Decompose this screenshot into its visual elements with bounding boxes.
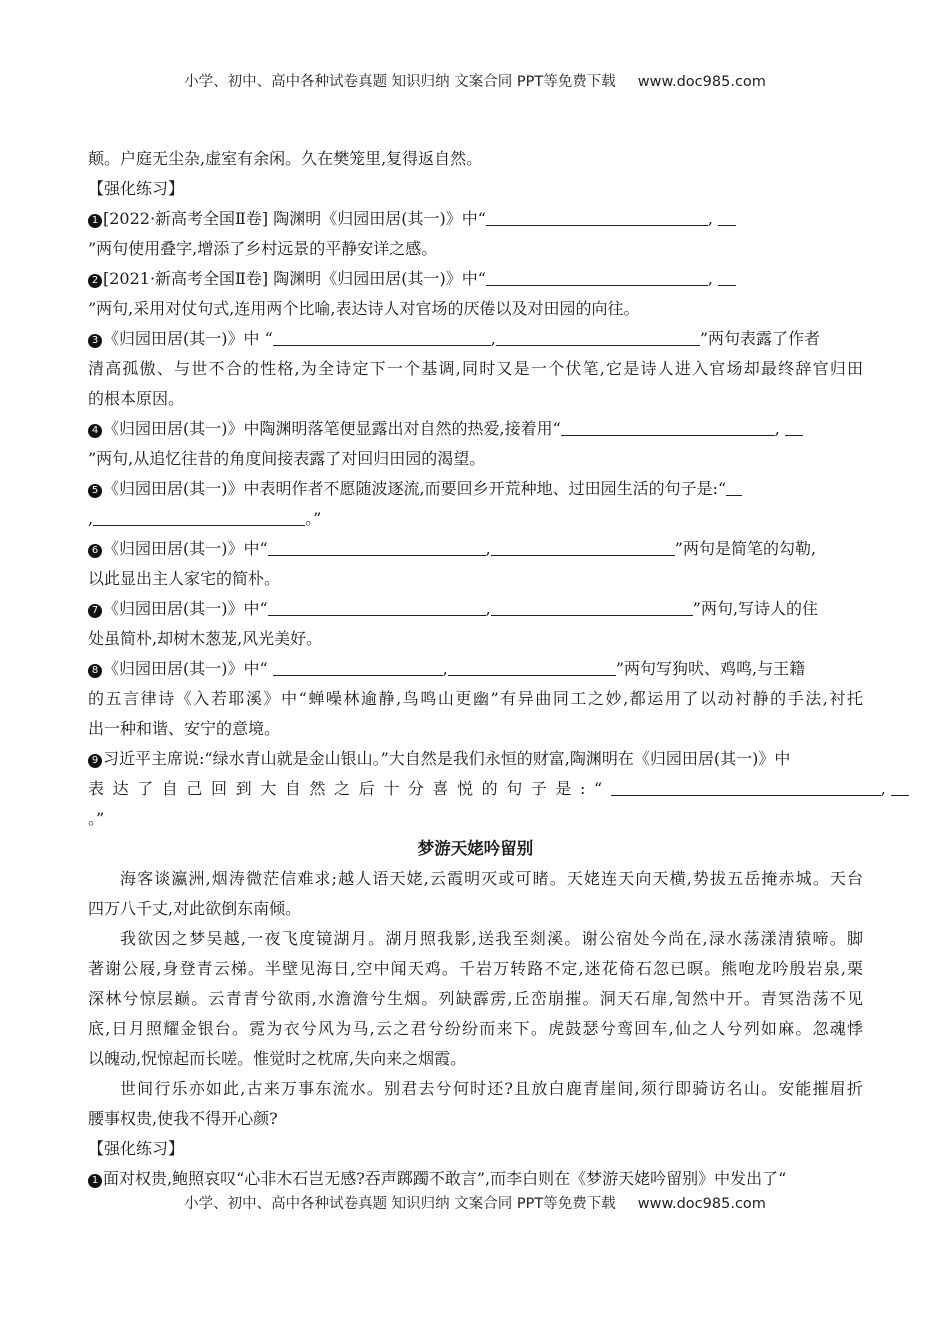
answer-blank[interactable] bbox=[491, 598, 693, 616]
answer-blank[interactable] bbox=[726, 478, 742, 496]
poem-line: 世间行乐亦如此,古来万事东流水。别君去兮何时还?且放白鹿青崖间,须行即骑访名山。安能摧眉折 bbox=[120, 1079, 863, 1098]
question-number-icon: 4 bbox=[88, 424, 102, 438]
answer-blank[interactable] bbox=[273, 328, 491, 346]
poem-line: 深林兮惊层巅。云青青兮欲雨,水澹澹兮生烟。列缺霹雳,丘峦崩摧。洞天石扉,訇然中开。青冥浩荡不见 bbox=[88, 989, 863, 1008]
question-7: 7 《归园田居(其一)》中“ , ”两句,写诗人的住 bbox=[88, 594, 863, 624]
answer-blank[interactable] bbox=[785, 418, 803, 436]
question-1: 1 [2022·新高考全国Ⅱ卷] 陶渊明《归园田居(其一)》中“ , bbox=[88, 204, 863, 234]
answer-blank[interactable] bbox=[93, 508, 305, 526]
question-number-icon: 5 bbox=[88, 484, 102, 498]
practice-heading-2: 【强化练习】 bbox=[88, 1139, 185, 1158]
question-6: 6 《归园田居(其一)》中“ , ”两句是简笔的勾勒, bbox=[88, 534, 863, 564]
page-header bbox=[0, 70, 950, 91]
question-6-cont: 以此显出主人家宅的简朴。 bbox=[88, 569, 281, 588]
poem-title: 梦游天姥吟留别 bbox=[417, 839, 534, 858]
poem-line: 四万八千丈,对此欲倒东南倾。 bbox=[88, 899, 302, 918]
question-3-cont: 的根本原因。 bbox=[88, 389, 185, 408]
question-8: 8 《归园田居(其一)》中“ , ”两句写狗吠、鸡鸣,与王籍 bbox=[88, 654, 863, 684]
question-number-icon: 2 bbox=[88, 274, 102, 288]
question-number-icon: 1 bbox=[88, 1174, 102, 1188]
intro-line: 颠。户庭无尘杂,虚室有余闲。久在樊笼里,复得返自然。 bbox=[88, 149, 483, 168]
poem-line: 海客谈瀛洲,烟涛微茫信难求;越人语天姥,云霞明灭或可睹。天姥连天向天横,势拔五岳掩赤城。天台 bbox=[120, 869, 863, 888]
poem-line: 腰事权贵,使我不得开心颜? bbox=[88, 1109, 278, 1128]
answer-blank[interactable] bbox=[486, 208, 708, 226]
question-4: 4 《归园田居(其一)》中陶渊明落笔便显露出对自然的热爱,接着用“ , bbox=[88, 414, 863, 444]
answer-blank[interactable] bbox=[611, 778, 881, 796]
question-9-cont: 。” bbox=[88, 809, 105, 828]
answer-blank[interactable] bbox=[718, 268, 736, 286]
question-3: 3 《归园田居(其一)》中 “ , ”两句表露了作者 bbox=[88, 324, 863, 354]
question-1-cont: ”两句使用叠字,增添了乡村远景的平静安详之感。 bbox=[88, 239, 438, 258]
question-7-cont: 处虽简朴,却树木葱茏,风光美好。 bbox=[88, 629, 323, 648]
question-10: 1 面对权贵,鲍照哀叹“心非木石岂无感?吞声踯躅不敢言”,而李白则在《梦游天姥吟留别》中发出了“ bbox=[88, 1164, 863, 1194]
document-body bbox=[88, 144, 886, 1194]
answer-blank[interactable] bbox=[486, 268, 708, 286]
question-5-cont: , 。” bbox=[88, 509, 322, 528]
question-4-cont: ”两句,从追忆往昔的角度间接表露了对回归田园的渴望。 bbox=[88, 449, 486, 468]
question-number-icon: 8 bbox=[88, 664, 102, 678]
question-3-cont: 清高孤傲、与世不合的性格,为全诗定下一个基调,同时又是一个伏笔,它是诗人进入官场却最终辞官归田 bbox=[88, 359, 863, 378]
question-5: 5 《归园田居(其一)》中表明作者不愿随波逐流,而要回乡开荒种地、过田园生活的句子是:“ bbox=[88, 474, 863, 504]
poem-line: 我欲因之梦吴越,一夜飞度镜湖月。湖月照我影,送我至剡溪。谢公宿处今尚在,渌水荡漾清猿啼。脚 bbox=[120, 929, 863, 948]
poem-line: 底,日月照耀金银台。霓为衣兮风为马,云之君兮纷纷而来下。虎鼓瑟兮鸾回车,仙之人兮列如麻。忽魂悸 bbox=[88, 1019, 863, 1038]
answer-blank[interactable] bbox=[718, 208, 736, 226]
question-number-icon: 6 bbox=[88, 544, 102, 558]
answer-blank[interactable] bbox=[448, 658, 616, 676]
poem-line: 著谢公屐,身登青云梯。半壁见海日,空中闻天鸡。千岩万转路不定,迷花倚石忽已暝。熊咆龙吟殷岩泉,栗 bbox=[88, 959, 863, 978]
question-8-cont: 出一种和谐、安宁的意境。 bbox=[88, 719, 281, 738]
practice-heading-1: 【强化练习】 bbox=[88, 179, 185, 198]
answer-blank[interactable] bbox=[268, 538, 486, 556]
footer-text: 小学、初中、高中各种试卷真题 知识归纳 文案合同 PPT等免费下载 bbox=[184, 1196, 616, 1212]
question-number-icon: 1 bbox=[88, 214, 102, 228]
header-site[interactable]: www.doc985.com bbox=[637, 74, 766, 90]
question-9-cont: 表达了自己回到大自然之后十分喜悦的句子是:“ , bbox=[88, 774, 863, 804]
answer-blank[interactable] bbox=[491, 538, 675, 556]
question-9: 9 习近平主席说:“绿水青山就是金山银山。”大自然是我们永恒的财富,陶渊明在《归园田居(其一)》中 bbox=[88, 744, 863, 774]
question-2-cont: ”两句,采用对仗句式,连用两个比喻,表达诗人对官场的厌倦以及对田园的向往。 bbox=[88, 299, 640, 318]
question-8-cont: 的五言律诗《入若耶溪》中“蝉噪林逾静,鸟鸣山更幽”有异曲同工之妙,都运用了以动衬静的手法,衬托 bbox=[88, 689, 863, 708]
question-number-icon: 9 bbox=[88, 754, 102, 768]
answer-blank[interactable] bbox=[273, 658, 443, 676]
question-number-icon: 7 bbox=[88, 604, 102, 618]
footer-site[interactable]: www.doc985.com bbox=[637, 1196, 766, 1212]
page-footer bbox=[0, 1192, 950, 1213]
question-number-icon: 3 bbox=[88, 334, 102, 348]
question-2: 2 [2021·新高考全国Ⅱ卷] 陶渊明《归园田居(其一)》中“ , bbox=[88, 264, 863, 294]
answer-blank[interactable] bbox=[891, 778, 909, 796]
answer-blank[interactable] bbox=[268, 598, 486, 616]
answer-blank[interactable] bbox=[496, 328, 700, 346]
poem-line: 以魄动,怳惊起而长嗟。惟觉时之枕席,失向来之烟霞。 bbox=[88, 1049, 467, 1068]
answer-blank[interactable] bbox=[561, 418, 775, 436]
header-text: 小学、初中、高中各种试卷真题 知识归纳 文案合同 PPT等免费下载 bbox=[184, 74, 616, 90]
